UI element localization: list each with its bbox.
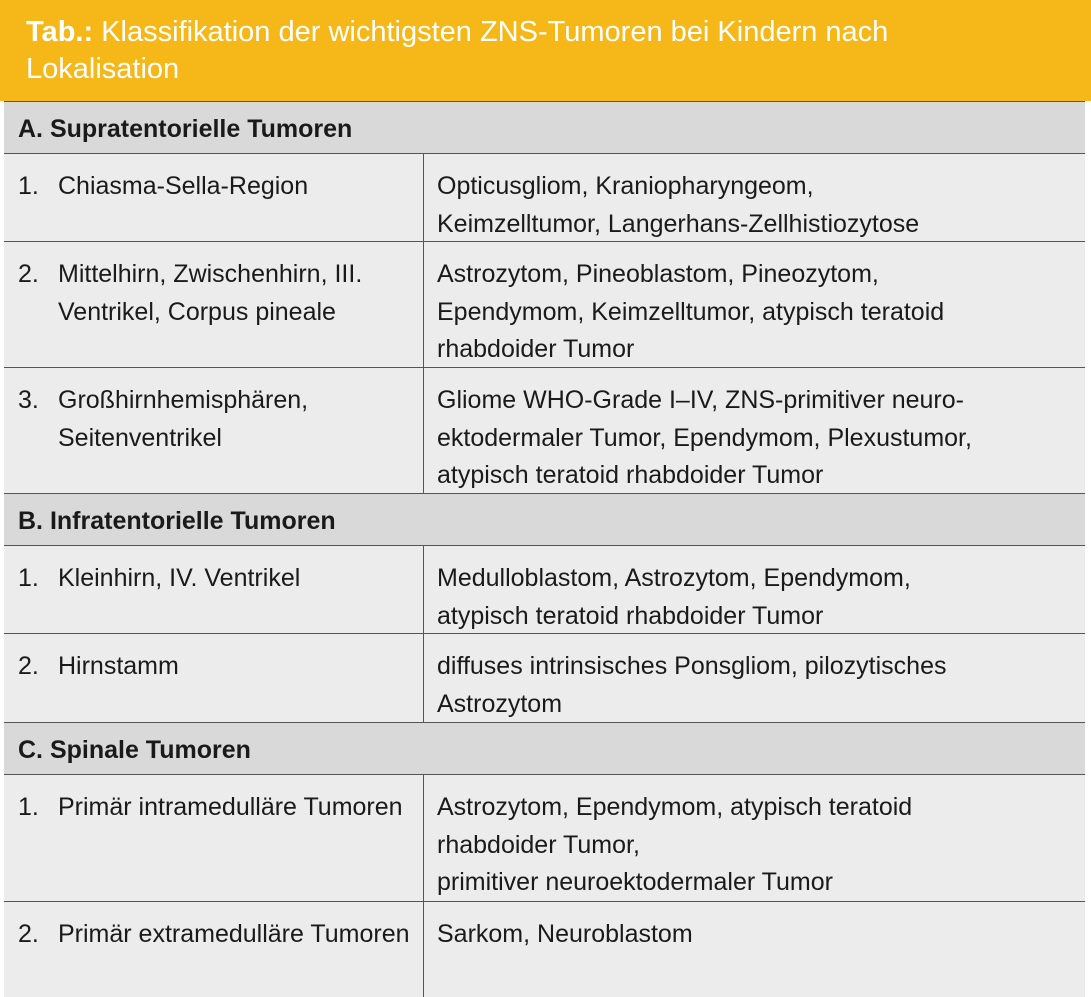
table-row	[4, 901, 1085, 997]
location-text: Großhirnhemisphären, Seitenventrikel	[58, 386, 309, 452]
tumor-types-cell: Astrozytom, Ependymom, atypisch teratoid rhabdoider Tumor, primitiver neuroektodermaler Tumor	[437, 793, 913, 896]
column-divider	[423, 368, 424, 493]
column-divider	[423, 546, 424, 633]
location-text: Kleinhirn, IV. Ventrikel	[58, 564, 301, 592]
table-row	[4, 241, 1085, 367]
row-number: 1.	[18, 564, 39, 592]
location-text: Mittelhirn, Zwischenhirn, III. Ventrikel, Corpus pineale	[58, 260, 363, 326]
tumor-types-cell: Medulloblastom, Astrozytom, Ependymom, atypisch teratoid rhabdoider Tumor	[437, 564, 911, 630]
section-heading: C. Spinale Tumoren	[4, 722, 1085, 774]
tumor-types-cell: Opticusgliom, Kraniopharyngeom, Keimzelltumor, Langerhans-Zellhistiozytose	[437, 172, 920, 238]
table-row	[4, 774, 1085, 901]
row-number: 1.	[18, 172, 39, 200]
column-divider	[423, 902, 424, 997]
tumor-types-cell: Sarkom, Neuroblastom	[437, 920, 693, 948]
table-row	[4, 633, 1085, 722]
title-line-2: Lokalisation	[26, 53, 180, 85]
row-number: 1.	[18, 793, 39, 821]
location-text: Hirnstamm	[58, 652, 179, 680]
row-number: 2.	[18, 920, 39, 948]
column-divider	[423, 775, 424, 901]
tumor-types-cell: diffuses intrinsisches Ponsgliom, pilozytisches Astrozytom	[437, 652, 947, 718]
tumor-types-cell: Gliome WHO-Grade I–IV, ZNS-primitiver neuro- ektodermaler Tumor, Ependymom, Plexustumor, atypisch teratoid rhabdoider Tumor	[437, 386, 972, 489]
table-row	[4, 545, 1085, 633]
column-divider	[423, 242, 424, 367]
section-heading: B. Infratentorielle Tumoren	[4, 493, 1085, 545]
table-label: Tab.:	[26, 16, 94, 48]
table-row	[4, 153, 1085, 241]
title-text: Klassifikation der wichtigsten ZNS-Tumoren bei Kindern nach	[101, 16, 889, 48]
column-divider	[423, 634, 424, 722]
table-title	[0, 0, 1091, 101]
section-heading: A. Supratentorielle Tumoren	[4, 101, 1085, 153]
column-divider	[423, 154, 424, 241]
row-number: 3.	[18, 386, 39, 414]
location-text: Primär intramedulläre Tumoren	[58, 793, 403, 821]
title-line-1	[26, 14, 1071, 51]
location-text: Chiasma-Sella-Region	[58, 172, 309, 200]
row-number: 2.	[18, 652, 39, 680]
table-row	[4, 367, 1085, 493]
location-text: Primär extramedulläre Tumoren	[58, 920, 410, 948]
row-number: 2.	[18, 260, 39, 288]
tumor-types-cell: Astrozytom, Pineoblastom, Pineozytom, Ependymom, Keimzelltumor, atypisch teratoid rhabdoider Tumor	[437, 260, 945, 363]
